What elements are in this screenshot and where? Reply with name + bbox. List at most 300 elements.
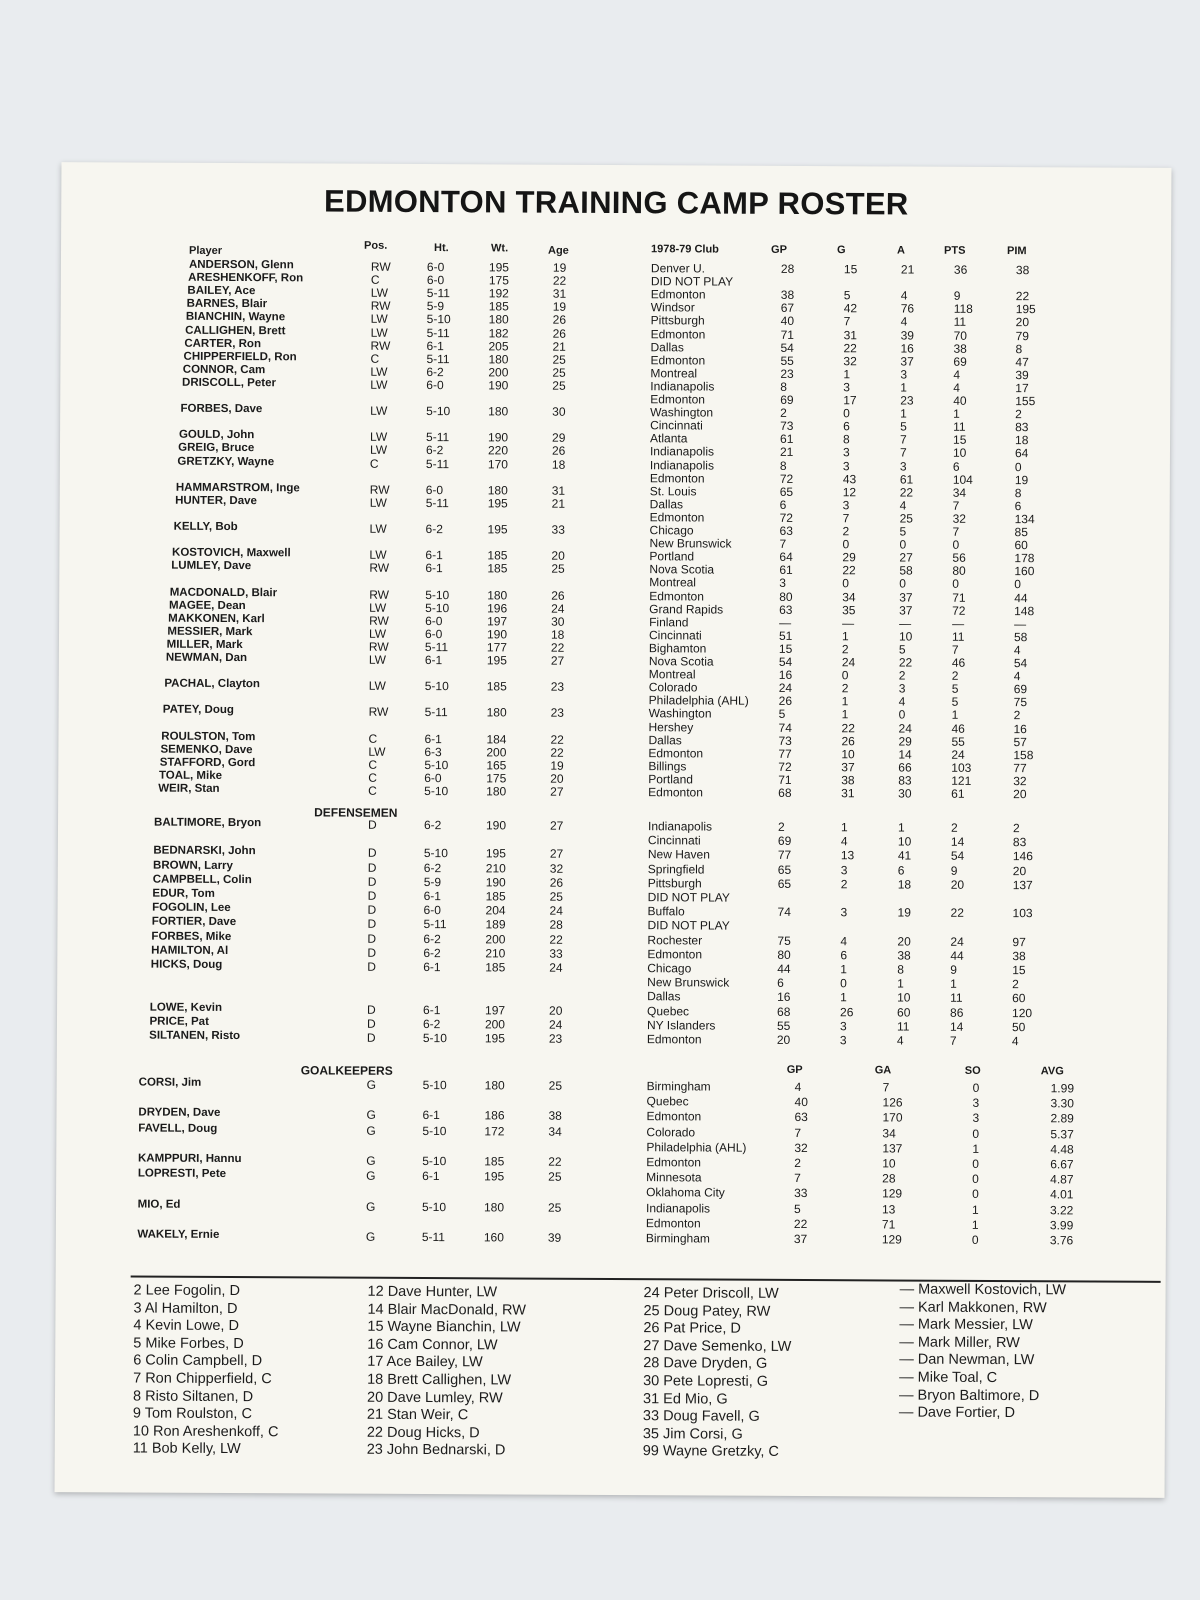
club: Springfield <box>647 861 705 877</box>
height: 5-10 <box>424 784 449 799</box>
jersey-number-entry: 24 Peter Driscoll, LW <box>643 1285 779 1302</box>
stat-gp: 65 <box>777 876 792 891</box>
height: 6-2 <box>426 364 444 379</box>
jersey-number-entry: 12 Dave Hunter, LW <box>367 1283 498 1301</box>
height: 6-2 <box>425 443 444 458</box>
height: 5-10 <box>424 679 449 694</box>
stat-gp: 80 <box>779 589 793 604</box>
jersey-number-entry: 7 Ron Chipperfield, C <box>133 1370 272 1388</box>
stat-gp: 5 <box>778 707 786 722</box>
weight: 210 <box>485 946 506 961</box>
stat-g: 31 <box>843 327 857 342</box>
position: D <box>367 945 377 960</box>
weight: 190 <box>486 627 508 642</box>
player-name: DRYDEN, Dave <box>138 1106 221 1120</box>
stat-avg: 3.22 <box>1049 1202 1074 1218</box>
stat-g: 0 <box>840 976 847 991</box>
stat-pts: 14 <box>949 1019 964 1034</box>
stat-a: 60 <box>897 1005 911 1020</box>
player-name: PACHAL, Clayton <box>164 677 261 691</box>
weight: 185 <box>486 679 507 694</box>
height: 6-0 <box>425 482 444 497</box>
stat-pts: 56 <box>952 550 966 566</box>
height: 6-1 <box>424 731 442 746</box>
stat-a: 4 <box>900 314 908 329</box>
position: D <box>366 1030 376 1045</box>
stat-pts: 22 <box>950 905 964 921</box>
stat-g: 22 <box>841 720 855 735</box>
player-name: CARTER, Ron <box>184 337 262 350</box>
stat-pts: 118 <box>953 302 973 317</box>
stat-g: 35 <box>842 602 856 617</box>
stat-gp: 38 <box>780 288 795 303</box>
stat-a: 3 <box>898 681 906 696</box>
club: Edmonton <box>650 287 706 302</box>
club: NY Islanders <box>646 1017 716 1033</box>
age: 26 <box>551 588 565 603</box>
player-name: SILTANEN, Risto <box>149 1029 241 1043</box>
stat-pim: 32 <box>1013 773 1027 789</box>
stat-pts: 7 <box>949 1033 957 1048</box>
stat-g: 4 <box>840 933 848 948</box>
weight: 180 <box>484 1078 505 1093</box>
position: LW <box>369 547 387 562</box>
jersey-number-entry: 21 Stan Weir, C <box>366 1406 469 1424</box>
stat-avg: 6.67 <box>1050 1157 1074 1172</box>
stat-pts: 1 <box>951 708 959 723</box>
position: D <box>367 817 377 832</box>
position: RW <box>369 587 390 602</box>
stat-avg: 4.48 <box>1050 1142 1074 1157</box>
position: C <box>368 770 377 785</box>
position: LW <box>369 600 387 615</box>
stat-gp: 54 <box>780 340 794 355</box>
stat-gp: 72 <box>779 471 794 486</box>
stat-pts: 1 <box>953 406 960 421</box>
position: RW <box>370 338 391 353</box>
position: G <box>366 1168 376 1183</box>
age: 31 <box>551 483 566 498</box>
weight: 180 <box>486 705 507 720</box>
club: Philadelphia (AHL) <box>646 1139 747 1155</box>
jersey-number-entry: 22 Doug Hicks, D <box>366 1424 480 1442</box>
stat-pim: 69 <box>1013 682 1028 697</box>
stat-a: 4 <box>898 694 906 709</box>
age: 25 <box>552 378 566 393</box>
stat-gp: 54 <box>778 654 793 669</box>
club: Montreal <box>650 365 698 381</box>
club: Billings <box>648 758 687 774</box>
header-club: 1978-79 Club <box>651 243 719 256</box>
stat-g: 24 <box>841 655 856 670</box>
stat-a: 30 <box>898 786 912 801</box>
stat-pts: 2 <box>950 820 958 835</box>
stat-gp: 22 <box>793 1216 808 1231</box>
club: Indianapolis <box>649 457 715 473</box>
position: LW <box>369 495 387 510</box>
position: LW <box>370 364 388 379</box>
height: 5-10 <box>425 600 450 615</box>
jersey-number-entry: 8 Risto Siltanen, D <box>132 1388 254 1405</box>
stat-a: 7 <box>900 432 907 447</box>
stat-pim: 47 <box>1015 354 1029 369</box>
player-name: MACDONALD, Blair <box>169 586 278 599</box>
stat-g: — <box>842 615 855 630</box>
stat-a: 8 <box>897 962 904 977</box>
weight: 200 <box>488 365 509 380</box>
stat-so: 0 <box>972 1187 979 1202</box>
stat-pts: 4 <box>953 367 961 382</box>
stat-pim: 4 <box>1013 669 1021 684</box>
stat-pim: 38 <box>1012 948 1026 963</box>
numbers-column-2 <box>367 1284 526 1461</box>
weight: 200 <box>486 745 507 760</box>
stat-a: 83 <box>898 773 912 788</box>
position: RW <box>369 613 389 628</box>
stat-gp: 40 <box>794 1095 808 1110</box>
club: New Haven <box>647 847 710 862</box>
weight: 185 <box>487 561 508 576</box>
stat-g: 6 <box>843 419 850 434</box>
jersey-number-entry: 26 Pat Price, D <box>643 1320 741 1337</box>
height: 6-1 <box>426 338 444 353</box>
stat-pts: 61 <box>951 786 965 801</box>
age: 22 <box>550 640 565 655</box>
stat-pts: 0 <box>952 537 960 552</box>
stat-pts: 44 <box>950 948 964 963</box>
jersey-number-entry: 23 John Bednarski, D <box>366 1442 506 1459</box>
position: LW <box>370 403 388 418</box>
weight: 175 <box>488 273 509 288</box>
stat-pim: 146 <box>1012 849 1033 864</box>
stat-pts: 32 <box>952 511 967 526</box>
stat-gp: 80 <box>777 947 791 962</box>
club: Pittsburgh <box>647 875 702 891</box>
stat-ga: 7 <box>882 1080 890 1095</box>
stat-gp: 23 <box>780 366 794 381</box>
height: 6-2 <box>423 931 441 946</box>
stat-gp: 68 <box>777 1004 791 1019</box>
stat-pim: 97 <box>1012 934 1026 949</box>
club: Quebec <box>646 1094 689 1109</box>
stat-a: 37 <box>899 603 913 618</box>
stat-gp: 73 <box>780 419 794 434</box>
stat-pim: 60 <box>1014 538 1028 553</box>
age: 22 <box>550 745 564 760</box>
weight: 190 <box>485 875 506 890</box>
weight: 180 <box>488 312 509 327</box>
height: 5-11 <box>421 1230 446 1245</box>
height: 6-1 <box>423 960 441 975</box>
stat-a: 16 <box>900 341 914 356</box>
stat-g: 10 <box>841 746 855 761</box>
stat-g: 7 <box>843 314 851 329</box>
goalie-header-gp: GP <box>786 1063 803 1076</box>
stat-g: 34 <box>842 589 856 604</box>
jersey-number-entry: 35 Jim Corsi, G <box>642 1425 743 1443</box>
stat-a: 3 <box>900 367 908 382</box>
stat-ga: 71 <box>881 1217 896 1232</box>
stat-so: 1 <box>972 1141 980 1156</box>
age: 26 <box>552 313 567 328</box>
stat-pim: 8 <box>1015 341 1023 356</box>
stat-a: 7 <box>899 445 907 460</box>
goalie-header-ga: GA <box>874 1064 892 1077</box>
player-name: CHIPPERFIELD, Ron <box>183 350 297 364</box>
player-name: TOAL, Mike <box>158 769 223 782</box>
weight: 175 <box>486 771 507 786</box>
header-age: Age <box>548 244 569 257</box>
weight: 170 <box>487 456 508 471</box>
stat-gp: 65 <box>777 862 792 877</box>
club: Indianapolis <box>645 1200 711 1216</box>
age: 22 <box>549 932 563 947</box>
stat-gp: 3 <box>779 576 787 591</box>
stat-gp: 4 <box>794 1079 802 1094</box>
stat-pim: 79 <box>1015 328 1029 343</box>
stat-pts: 46 <box>951 721 965 736</box>
age: 24 <box>549 903 563 918</box>
weight: 210 <box>485 860 506 876</box>
height: 6-0 <box>423 903 441 918</box>
stat-gp: 73 <box>778 733 792 748</box>
player-name: ROULSTON, Tom <box>161 730 256 743</box>
club: Edmonton <box>649 470 705 486</box>
stat-a: 58 <box>899 563 913 578</box>
height: 5-11 <box>426 351 450 366</box>
stat-g: 7 <box>842 511 850 526</box>
stat-gp: 2 <box>794 1155 801 1170</box>
jersey-number-entry: — Mike Toal, C <box>899 1369 998 1386</box>
stat-pts: 24 <box>951 747 965 762</box>
weight: 197 <box>487 614 508 629</box>
stat-a: 3 <box>899 458 907 474</box>
jersey-number-entry: 2 Lee Fogolin, D <box>133 1282 241 1300</box>
jersey-number-entry: 6 Colin Campbell, D <box>133 1352 263 1370</box>
age: 26 <box>549 875 564 890</box>
stat-g: 0 <box>842 537 850 552</box>
stat-pim: 158 <box>1013 747 1034 762</box>
height: 5-10 <box>422 1078 447 1093</box>
stat-pim: 2 <box>1013 708 1021 723</box>
position: G <box>365 1229 376 1244</box>
weight: 185 <box>485 960 506 975</box>
stat-a: 41 <box>897 848 912 863</box>
age: 31 <box>552 286 567 301</box>
stat-a: 66 <box>898 760 912 775</box>
stat-pts: 9 <box>950 962 957 977</box>
stat-g: 3 <box>842 497 850 513</box>
height: 6-2 <box>423 945 441 960</box>
club: New Brunswick <box>649 536 732 551</box>
stat-a: 39 <box>900 327 914 343</box>
height: 6-2 <box>423 818 442 833</box>
weight: 160 <box>483 1230 504 1245</box>
club: Dallas <box>648 732 682 747</box>
stat-a: 76 <box>900 301 915 316</box>
height: 6-0 <box>426 273 445 288</box>
player-name: SEMENKO, Dave <box>160 743 253 756</box>
player-name: HICKS, Doug <box>150 958 223 971</box>
stat-gp: 21 <box>779 445 794 460</box>
weight: 185 <box>487 548 508 563</box>
stat-g: 1 <box>840 962 847 977</box>
height: 6-1 <box>423 889 442 904</box>
stat-pim: 19 <box>1014 472 1029 487</box>
weight: 195 <box>487 496 508 511</box>
stat-a: 22 <box>898 655 913 670</box>
position: G <box>366 1108 376 1123</box>
club: Indianapolis <box>647 819 713 834</box>
stat-so: 0 <box>971 1232 979 1247</box>
player-name: ARESHENKOFF, Ron <box>188 271 304 285</box>
club: Windsor <box>650 300 695 315</box>
stat-pts: 80 <box>952 564 966 579</box>
weight: 196 <box>487 600 508 616</box>
weight: 195 <box>486 653 507 668</box>
age: 27 <box>550 784 564 799</box>
player-name: FORTIER, Dave <box>151 915 237 929</box>
stat-gp: 5 <box>793 1201 801 1216</box>
club: Cincinnati <box>648 627 702 643</box>
jersey-number-entry: 20 Dave Lumley, RW <box>366 1389 503 1406</box>
club: Birmingham <box>645 1231 710 1246</box>
position: G <box>365 1199 376 1214</box>
stat-g: 43 <box>842 471 857 486</box>
stat-gp: 40 <box>780 314 795 329</box>
weight: 195 <box>484 1169 505 1184</box>
stat-pts: 34 <box>952 485 967 500</box>
stat-g: 1 <box>840 990 847 1005</box>
stat-g: 26 <box>840 1004 854 1019</box>
jersey-number-entry: — Karl Makkonen, RW <box>899 1299 1047 1316</box>
stat-pim: 103 <box>1012 906 1033 921</box>
stat-a: 21 <box>900 262 915 277</box>
jersey-number-entry: 14 Blair MacDonald, RW <box>367 1301 527 1319</box>
club: Birmingham <box>646 1079 711 1094</box>
stat-pim: 137 <box>1012 877 1033 892</box>
club: Atlanta <box>650 431 688 446</box>
player-name: PATEY, Doug <box>162 704 234 717</box>
jersey-number-entry: — Bryon Baltimore, D <box>899 1387 1040 1404</box>
club: Portland <box>649 549 695 564</box>
stat-g: 2 <box>842 524 850 539</box>
stat-pim: 2 <box>1012 977 1019 992</box>
stat-a: 10 <box>897 834 912 849</box>
height: 5-10 <box>422 1123 447 1138</box>
stat-a: 1 <box>900 380 908 395</box>
position: LW <box>368 626 387 641</box>
stat-g: 0 <box>842 576 850 591</box>
stat-a: 23 <box>900 393 914 408</box>
age: 23 <box>550 706 565 721</box>
club: Grand Rapids <box>649 601 724 617</box>
player-name: MILLER, Mark <box>166 638 243 651</box>
player-name: CONNOR, Cam <box>182 363 266 376</box>
stat-g: 12 <box>842 484 857 499</box>
stat-pim: 20 <box>1013 787 1027 802</box>
club: Quebec <box>647 1003 690 1018</box>
stat-pts: 7 <box>952 524 960 539</box>
age: 25 <box>552 352 566 367</box>
player-name: MIO, Ed <box>137 1198 181 1211</box>
weight: 184 <box>486 731 507 747</box>
stat-g: 1 <box>841 628 849 644</box>
stat-g: 3 <box>842 458 850 473</box>
height: 5-10 <box>426 404 451 419</box>
stat-pts: 15 <box>953 433 967 448</box>
stat-so: 0 <box>972 1126 980 1141</box>
stat-a: 10 <box>897 990 911 1005</box>
position: LW <box>369 521 387 536</box>
stat-pts: 0 <box>952 577 960 592</box>
stat-a: 27 <box>899 550 913 565</box>
club: Edmonton <box>648 785 703 800</box>
age: 22 <box>552 273 567 288</box>
stat-gp: 63 <box>779 523 793 538</box>
stat-g: 6 <box>840 947 848 963</box>
stat-ga: 126 <box>882 1095 903 1110</box>
jersey-number-entry: 33 Doug Favell, G <box>642 1408 760 1425</box>
age: 20 <box>550 771 564 786</box>
position: D <box>367 888 377 903</box>
stat-a: 11 <box>896 1019 910 1034</box>
club: Cincinnati <box>647 833 701 848</box>
stat-a: 5 <box>899 524 907 539</box>
club: Montreal <box>648 667 696 682</box>
stat-pim: 83 <box>1015 420 1029 435</box>
stat-g: 3 <box>840 905 848 920</box>
height: 5-10 <box>421 1199 447 1214</box>
jersey-number-entry: 31 Ed Mio, G <box>642 1390 728 1408</box>
stat-avg: 4.87 <box>1050 1172 1074 1187</box>
stat-g: 26 <box>841 733 855 748</box>
position: RW <box>369 482 390 497</box>
height: 5-11 <box>423 917 447 932</box>
weight: 195 <box>488 260 510 275</box>
player-name: PRICE, Pat <box>149 1015 209 1028</box>
club: Montreal <box>649 575 697 590</box>
club: DID NOT PLAY <box>647 890 730 905</box>
stat-pts: 11 <box>951 629 965 644</box>
stat-a: 5 <box>898 642 906 657</box>
header-a: A <box>897 244 906 257</box>
height: 5-11 <box>426 325 450 340</box>
club: Indianapolis <box>650 379 715 394</box>
stat-pts: 103 <box>951 760 972 775</box>
position: C <box>370 351 380 366</box>
stat-gp: 74 <box>777 905 791 920</box>
club: Dallas <box>647 989 681 1004</box>
stat-gp: 8 <box>779 458 787 473</box>
header-player: Player <box>188 244 223 257</box>
stat-g: 3 <box>839 1018 847 1034</box>
jersey-number-entry: 4 Kevin Lowe, D <box>133 1317 240 1335</box>
age: 19 <box>550 758 564 773</box>
weight: 185 <box>484 1154 505 1169</box>
stat-gp: 77 <box>778 746 792 761</box>
stat-pts: 121 <box>951 773 972 788</box>
stat-pts: 24 <box>950 934 964 949</box>
weight: 180 <box>487 587 508 602</box>
stat-pts: 38 <box>953 341 967 356</box>
player-name: NEWMAN, Dan <box>165 651 248 665</box>
age: 21 <box>552 339 566 354</box>
club: Pittsburgh <box>650 313 705 328</box>
player-name: BAILEY, Ace <box>187 284 256 298</box>
jersey-number-entry: — Dan Newman, LW <box>899 1351 1035 1369</box>
club: Dallas <box>650 339 684 354</box>
